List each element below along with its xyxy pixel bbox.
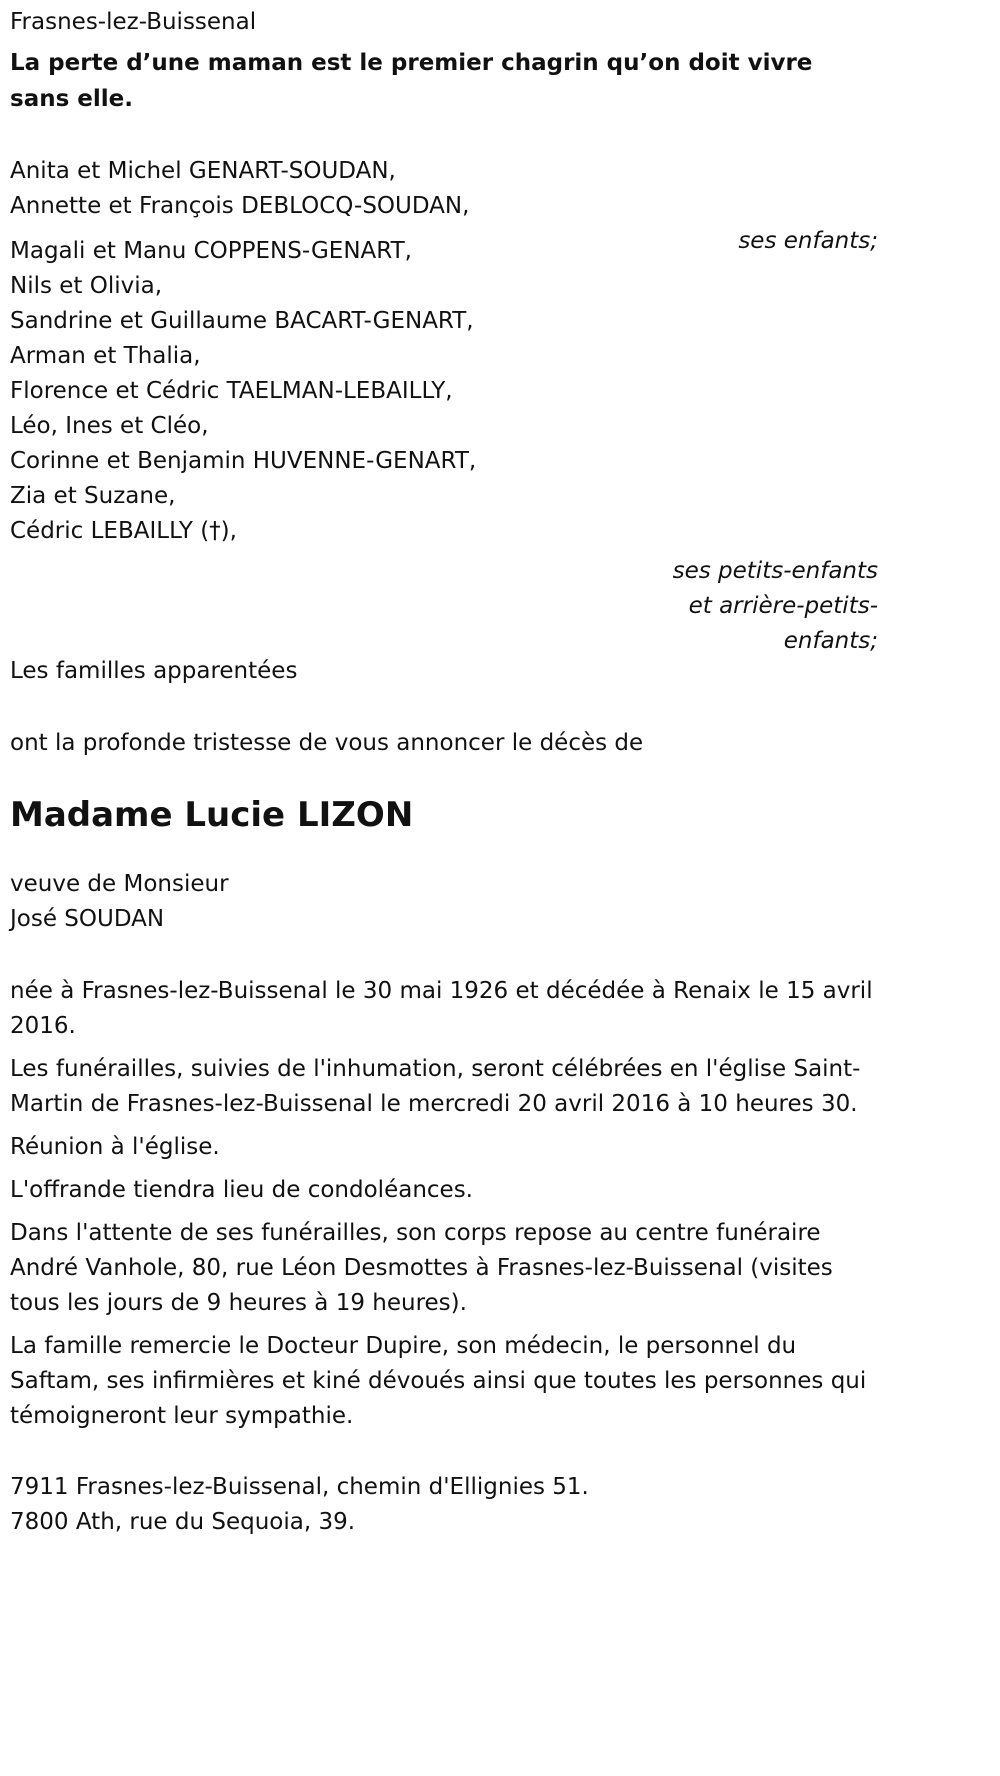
- grandchild-line: Florence et Cédric TAELMAN-LEBAILLY,: [10, 378, 453, 404]
- grandchild-line: Zia et Suzane,: [10, 483, 176, 509]
- town-header: Frasnes-lez-Buissenal: [10, 9, 257, 35]
- announcement-line: ont la profonde tristesse de vous annoncer le décès de: [10, 730, 644, 756]
- address-line: 7800 Ath, rue du Sequoia, 39.: [10, 1509, 356, 1535]
- grandchild-line: Cédric LEBAILLY (†),: [10, 518, 237, 544]
- grandchild-line: Sandrine et Guillaume BACART-GENART,: [10, 308, 474, 334]
- spouse-name-line: José SOUDAN: [10, 906, 165, 932]
- children-role-label: ses enfants;: [738, 228, 878, 254]
- address-line: 7911 Frasnes-lez-Buissenal, chemin d'Ellignies 51.: [10, 1474, 589, 1500]
- grandchildren-role-line: ses petits-enfants: [672, 558, 878, 584]
- grandchildren-role-line: enfants;: [783, 628, 878, 654]
- grandchild-line: Arman et Thalia,: [10, 343, 201, 369]
- grandchild-line: Corinne et Benjamin HUVENNE-GENART,: [10, 448, 477, 474]
- child-line: Anita et Michel GENART-SOUDAN,: [10, 158, 396, 184]
- meeting-paragraph: Réunion à l'église.: [10, 1134, 220, 1160]
- resting-place-paragraph: Dans l'attente de ses funérailles, son corps repose au centre funéraire André Vanhole, 80, rue Léon Desmottes à Frasnes-lez-Buissenal (visites tous les jours de 9 heures à 19 heures).: [10, 1220, 833, 1316]
- grandchild-line: Nils et Olivia,: [10, 273, 163, 299]
- funeral-paragraph: Les funérailles, suivies de l'inhumation, seront célébrées en l'église Saint-Martin de Frasnes-lez-Buissenal le mercredi 20 avril 2016 à 10 heures 30.: [10, 1056, 861, 1117]
- grandchildren-group: [10, 234, 1000, 549]
- grandchildren-role-label: [648, 554, 878, 659]
- obituary-page: [0, 4, 1000, 1776]
- birth-death-paragraph: née à Frasnes-lez-Buissenal le 30 mai 1926 et décédée à Renaix le 15 avril 2016.: [10, 978, 873, 1039]
- families-line: Les familles apparentées: [10, 658, 298, 684]
- grandchild-line: Léo, Ines et Cléo,: [10, 413, 209, 439]
- widow-of-line: veuve de Monsieur: [10, 871, 229, 897]
- grandchildren-role-line: et arrière-petits-: [688, 593, 878, 619]
- children-group: [10, 154, 1000, 224]
- deceased-name: Madame Lucie LIZON: [10, 795, 414, 835]
- grandchild-line: Magali et Manu COPPENS-GENART,: [10, 238, 412, 264]
- child-line: Annette et François DEBLOCQ-SOUDAN,: [10, 193, 470, 219]
- offering-paragraph: L'offrande tiendra lieu de condoléances.: [10, 1177, 473, 1203]
- thanks-paragraph: La famille remercie le Docteur Dupire, son médecin, le personnel du Saftam, ses infirmières et kiné dévoués ainsi que toutes les personnes qui témoigneront leur sympathie.: [10, 1333, 867, 1429]
- quote-heading: La perte d’une maman est le premier chagrin qu’on doit vivre sans elle.: [10, 50, 813, 112]
